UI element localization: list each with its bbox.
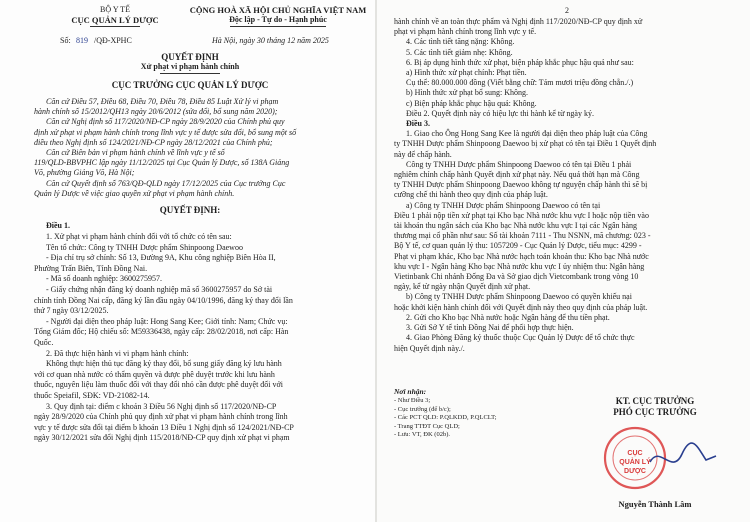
article-2-line: Điều 2. Quyết định này có hiệu lực thi hành kể từ ngày ký.: [406, 108, 594, 118]
recipient-item: - Như Điều 3;: [394, 397, 431, 404]
body-line: khu vực I - Ngân hàng Kho bạc Nhà nước khu vực I ủy nhiệm thu: Ngân hàng: [394, 261, 645, 271]
sign-title-1: KT. CỤC TRƯỞNG: [615, 396, 695, 406]
body-line: nghiêm chỉnh chấp hành Quyết định xử phạt này. Nếu quá thời hạn mà Công: [394, 170, 640, 180]
body-line: ty TNHH Dược phẩm Shinpoong Daewoo không tự nguyện chấp hành thì sẽ bị: [394, 180, 648, 190]
body-line: Vietinbank Chi nhánh Đống Đa và Sở giao dịch Vietcombank trong vòng 10: [394, 272, 639, 282]
authority-title: CỤC TRƯỞNG CỤC QUẢN LÝ DƯỢC: [111, 80, 269, 90]
body-line: chính tỉnh Đồng Nai cấp, đăng ký lần đầu ngày 04/10/1996, đăng ký thay đổi lần: [34, 295, 293, 305]
body-line: thuốc, nguyên liệu làm thuốc đối với thay đổi nhỏ cần được phê duyệt đối với: [34, 380, 283, 390]
body-line: 3. Gửi Sở Y tế tỉnh Đồng Nai để phối hợp thực hiện.: [406, 323, 574, 333]
article-1-body: [34, 232, 354, 444]
org-line-1: BỘ Y TẾ: [100, 5, 130, 14]
recipient-item: - Lưu: VT, ĐK (02b).: [394, 431, 450, 439]
subtitle-underline: [160, 73, 220, 74]
doc-number: 819: [76, 36, 88, 45]
basis-line: hành chính số 15/2012/QH13 ngày 20/6/2012 (sửa đổi, bổ sung năm 2020);: [34, 107, 278, 117]
body-line: b) Hình thức xử phạt bổ sung: Không.: [406, 88, 528, 98]
stamp-text: CỤC: [627, 450, 643, 457]
recipients-title: Nơi nhận:: [394, 387, 427, 396]
recipients-list: [394, 397, 554, 440]
body-line: này để chấp hành.: [394, 149, 452, 159]
stamp-text: QUẢN LÝ: [619, 459, 651, 466]
basis-line: Căn cứ Nghị định số 117/2020/NĐ-CP ngày 28/9/2020 của Chính phủ quy: [46, 117, 285, 127]
body-line: - Mã số doanh nghiệp: 3600275957.: [46, 274, 162, 284]
body-line: - Địa chỉ trụ sở chính: Số 13, Đường 9A, Khu công nghiệp Biên Hòa II,: [46, 253, 276, 263]
body-line: ngày 30/12/2021 sửa đổi Nghị định 115/2018/NĐ-CP quy định xử phạt vi phạm: [34, 433, 290, 443]
body-line: - Người đại diện theo pháp luật: Hong Sang Kee; Giới tính: Nam; Chức vụ:: [46, 316, 288, 326]
basis-line: Võ, phường Giảng Võ, Hà Nội;: [34, 168, 135, 178]
signer-name: Nguyễn Thành Lâm: [618, 499, 692, 509]
body-line: Không thực hiện thủ tục đăng ký thay đổi, bổ sung giấy đăng ký lưu hành: [46, 359, 282, 369]
body-line: vực y tế được sửa đổi tại điểm b khoản 13 Điều 1 Nghị định số 124/2021/NĐ-CP: [34, 422, 294, 432]
body-line: 5. Các tình tiết giảm nhẹ: Không.: [406, 47, 513, 57]
decide-heading: QUYẾT ĐỊNH:: [159, 205, 221, 215]
date-line: Hà Nội, ngày 30 tháng 12 năm 2025: [212, 36, 329, 45]
body-line: Công ty TNHH Dược phẩm Shinpoong Daewoo có tên tại Điều 1 phải: [406, 159, 632, 169]
org-line-2: CỤC QUẢN LÝ DƯỢC: [71, 15, 159, 25]
doc-code: /QĐ-XPHC: [94, 36, 132, 45]
body-line: Quốc.: [34, 337, 54, 347]
right-body-top: [394, 17, 730, 354]
penalty-amount-line: Cụ thể: 80.000.000 đồng (Viết bằng chữ: Tám mươi triệu đồng chẵn./.): [406, 78, 634, 88]
body-line: 1. Xử phạt vi phạm hành chính đối với tổ chức có tên sau:: [46, 232, 232, 241]
body-line: Tên tổ chức: Công ty TNHH Dược phẩm Shinpoong Daewoo: [46, 242, 243, 252]
page-number: 2: [565, 6, 569, 15]
body-line: Điều 1 phải nộp tiền xử phạt tại Kho bạc Nhà nước khu vực I hoặc nộp tiền vào: [394, 210, 649, 220]
body-line: hoặc khởi kiện hành chính đối với Quyết định này theo quy định của pháp luật.: [394, 302, 648, 312]
body-line: Phường Trấn Biên, Tỉnh Đồng Nai.: [34, 263, 148, 273]
decision-title: QUYẾT ĐỊNH: [161, 52, 219, 62]
official-seal-and-signature: [580, 418, 730, 498]
motto-underline: [230, 26, 326, 27]
basis-line: định xử phạt vi phạm hành chính trong lĩnh vực y tế được sửa đổi, bổ sung một số: [34, 127, 297, 137]
recipient-item: - Các PCT QLD: P.QLKDD, P.QLCLT;: [394, 414, 497, 422]
body-line: a) Hình thức xử phạt chính: Phạt tiền.: [406, 68, 527, 78]
body-line: với cơ quan nhà nước có thẩm quyền và được phê duyệt trước khi lưu hành: [34, 369, 275, 379]
page-fold: [375, 0, 377, 522]
body-line: 1. Giao cho Ông Hong Sang Kee là người đại diện theo pháp luật của Công: [406, 129, 648, 139]
official-seal: [605, 428, 665, 488]
body-line: - Giấy chứng nhận đăng ký doanh nghiệp mã số 3600275957 do Sở tài: [46, 284, 273, 294]
decision-subtitle: Xử phạt vi phạm hành chính: [140, 62, 240, 71]
motto: Độc lập - Tự do - Hạnh phúc: [229, 15, 327, 24]
org-underline: [90, 26, 140, 27]
body-line: thuốc Speiafil, SĐK: VD-21082-14.: [34, 390, 150, 400]
body-line: 4. Các tình tiết tăng nặng: Không.: [406, 37, 515, 47]
body-line: Phạt vi phạm khác, Kho bạc Nhà nước hạch toán khoản thu: Kho bạc Nhà nước: [394, 251, 649, 261]
article-3-heading: Điều 3.: [406, 119, 430, 129]
basis-line: Căn cứ Điều 57, Điều 68, Điều 70, Điều 78, Điều 85 Luật Xử lý vi phạm: [46, 97, 279, 106]
article-1-heading: Điều 1.: [46, 221, 70, 230]
doc-number-label: Số:: [60, 36, 71, 45]
body-line: tài khoản thu ngân sách của Kho bạc Nhà nước khu vực I tại các Ngân hàng: [394, 221, 638, 231]
country-name: CỘNG HOÀ XÃ HỘI CHỦ NGHĨA VIỆT NAM: [189, 5, 367, 15]
body-line: Tổng Giám đốc; Hộ chiếu số: M59336438, ngày cấp: 28/02/2018, nơi cấp: Hàn: [34, 327, 289, 337]
basis-line: Căn cứ Biên bản vi phạm hành chính về lĩnh vực y tế số: [46, 148, 225, 158]
body-line: 6. Bị áp dụng hình thức xử phạt, biện pháp khắc phục hậu quả như sau:: [406, 57, 634, 67]
basis-line: 119/QLD-BBVPHC lập ngày 11/12/2025 tại Cục Quản lý Dược, số 138A Giảng: [34, 158, 290, 168]
legal-basis: [34, 97, 354, 199]
body-line: 4. Giao Phòng Đăng ký thuốc thuộc Cục Quản lý Dược để tổ chức thực: [406, 333, 635, 343]
basis-line: Căn cứ Quyết định số 763/QĐ-QLD ngày 17/12/2025 của Cục trưởng Cục: [46, 178, 286, 188]
body-line: thương mại cổ phần như sau: Số tài khoản 7111 - Thu NSNN, mã chương: 023 -: [394, 231, 651, 241]
body-line: hiện Quyết định này./.: [394, 343, 465, 353]
body-line: thứ 7 ngày 03/12/2025.: [34, 306, 109, 316]
body-line: ngày 28/9/2020 của Chính phủ quy định xử phạt vi phạm hành chính trong lĩnh: [34, 412, 288, 422]
body-line: hành chính về an toàn thực phẩm và Nghị định 117/2020/NĐ-CP quy định xử: [394, 17, 643, 26]
body-line: c) Biện pháp khắc phục hậu quả: Không.: [406, 98, 537, 108]
body-line: a) Công ty TNHH Dược phẩm Shinpoong Daewoo có tên tại: [406, 200, 601, 210]
body-line: b) Công ty TNHH Dược phẩm Shinpoong Daewoo có quyền khiếu nại: [406, 292, 632, 302]
basis-line: điều theo Nghị định số 124/2021/NĐ-CP ngày 28/12/2021 của Chính phủ;: [34, 137, 273, 147]
sign-title-2: PHÓ CỤC TRƯỞNG: [613, 407, 697, 417]
body-line: 3. Quy định tại: điểm c khoản 3 Điều 56 Nghị định số 117/2020/NĐ-CP: [46, 401, 277, 411]
stamp-text: DƯỢC: [624, 468, 646, 475]
basis-line: Quản lý Dược về việc giao quyền xử phạt vi phạm hành chính.: [34, 188, 235, 198]
signature-scribble: [650, 443, 716, 462]
recipient-item: - Cục trưởng (để b/c);: [394, 405, 451, 413]
body-line: Bộ Y tế, cơ quan quản lý thu: 1057209 - Cục Quản lý Dược, tiểu mục: 4299 -: [394, 241, 642, 251]
body-line: ngày, kể từ ngày nhận Quyết định xử phạt.: [394, 282, 531, 292]
recipient-item: - Trang TTĐT Cục QLD;: [394, 422, 460, 430]
body-line: cưỡng chế thi hành theo quy định của pháp luật.: [394, 190, 548, 200]
body-line: ty TNHH Dược phẩm Shinpoong Daewoo bị xử phạt có tên tại Điều 1 Quyết định: [394, 139, 657, 149]
body-line: 2. Gửi cho Kho bạc Nhà nước hoặc Ngân hàng để thu tiền phạt.: [406, 312, 610, 322]
body-line: phạt vi phạm hành chính trong lĩnh vực y tế.: [394, 27, 537, 37]
body-line: 2. Đã thực hiện hành vi vi phạm hành chính:: [46, 348, 189, 358]
